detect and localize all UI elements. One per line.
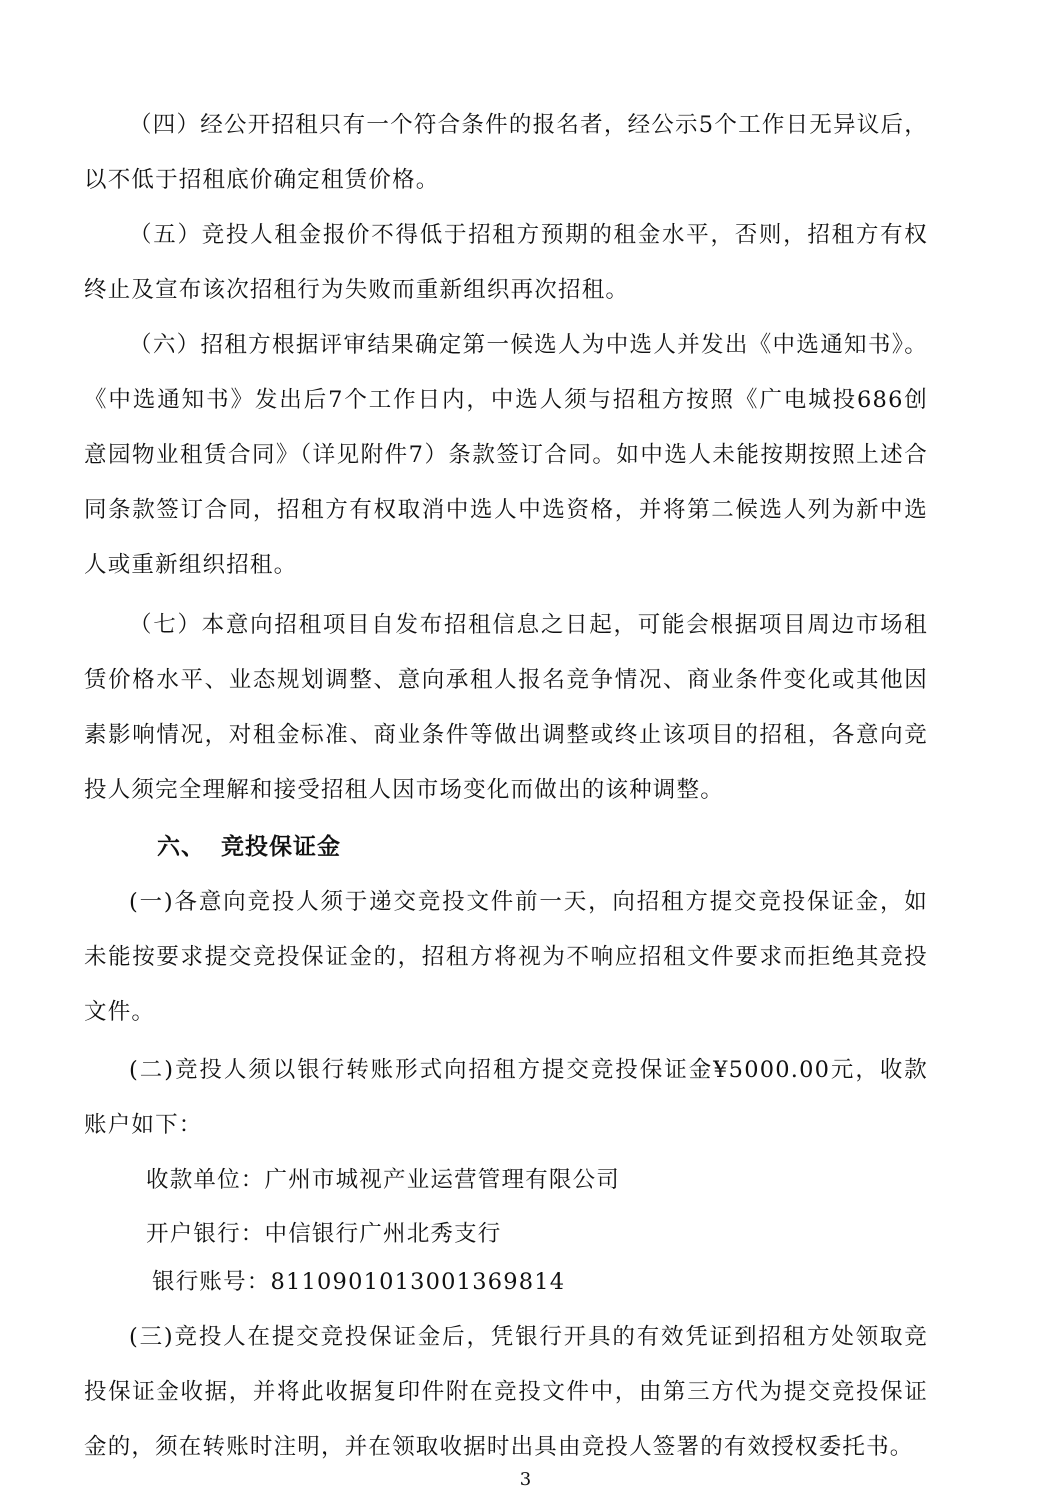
- paragraph-item-6: （六）招租方根据评审结果确定第一候选人为中选人并发出《中选通知书》。《中选通知书》发出后7个工作日内，中选人须与招租方按照《广电城投686创意园物业租赁合同》（详见附件7）条款签订合同。如中选人未能按期按照上述合同条款签订合同，招租方有权取消中选人中选资格，并将第二候选人列为新中选人或重新组织招租。: [84, 332, 928, 578]
- paragraph-item-5: （五）竞投人租金报价不得低于招租方预期的租金水平，否则，招租方有权终止及宣布该次招租行为失败而重新组织再次招租。: [84, 222, 928, 303]
- payee-line: 收款单位：广州市城视产业运营管理有限公司: [146, 1167, 621, 1193]
- account-line: 银行账号：8110901013001369814: [152, 1269, 566, 1295]
- deposit-clause-3: (三)竞投人在提交竞投保证金后，凭银行开具的有效凭证到招租方处领取竞投保证金收据，并将此收据复印件附在竞投文件中，由第三方代为提交竞投保证金的，须在转账时注明，并在领取收据时出具由竞投人签署的有效授权委托书。: [84, 1324, 928, 1460]
- paragraph-item-4: （四）经公开招租只有一个符合条件的报名者，经公示5个工作日无异议后，以不低于招租底价确定租赁价格。: [84, 112, 928, 193]
- paragraph-item-7: （七）本意向招租项目自发布招租信息之日起，可能会根据项目周边市场租赁价格水平、业态规划调整、意向承租人报名竞争情况、商业条件变化或其他因素影响情况，对租金标准、商业条件等做出调整或终止该项目的招租，各意向竞投人须完全理解和接受招租人因市场变化而做出的该种调整。: [84, 612, 928, 803]
- section-title: 竞投保证金: [221, 834, 341, 860]
- bank-line: 开户银行：中信银行广州北秀支行: [146, 1221, 502, 1247]
- section-heading-deposit: [157, 820, 341, 875]
- deposit-clause-1: (一)各意向竞投人须于递交竞投文件前一天，向招租方提交竞投保证金，如未能按要求提交竞投保证金的，招租方将视为不响应招租文件要求而拒绝其竞投文件。: [84, 889, 928, 1025]
- deposit-clause-2: (二)竞投人须以银行转账形式向招租方提交竞投保证金¥5000.00元，收款账户如下：: [84, 1057, 928, 1138]
- section-number: 六、: [157, 834, 205, 860]
- page-number: 3: [519, 1469, 532, 1490]
